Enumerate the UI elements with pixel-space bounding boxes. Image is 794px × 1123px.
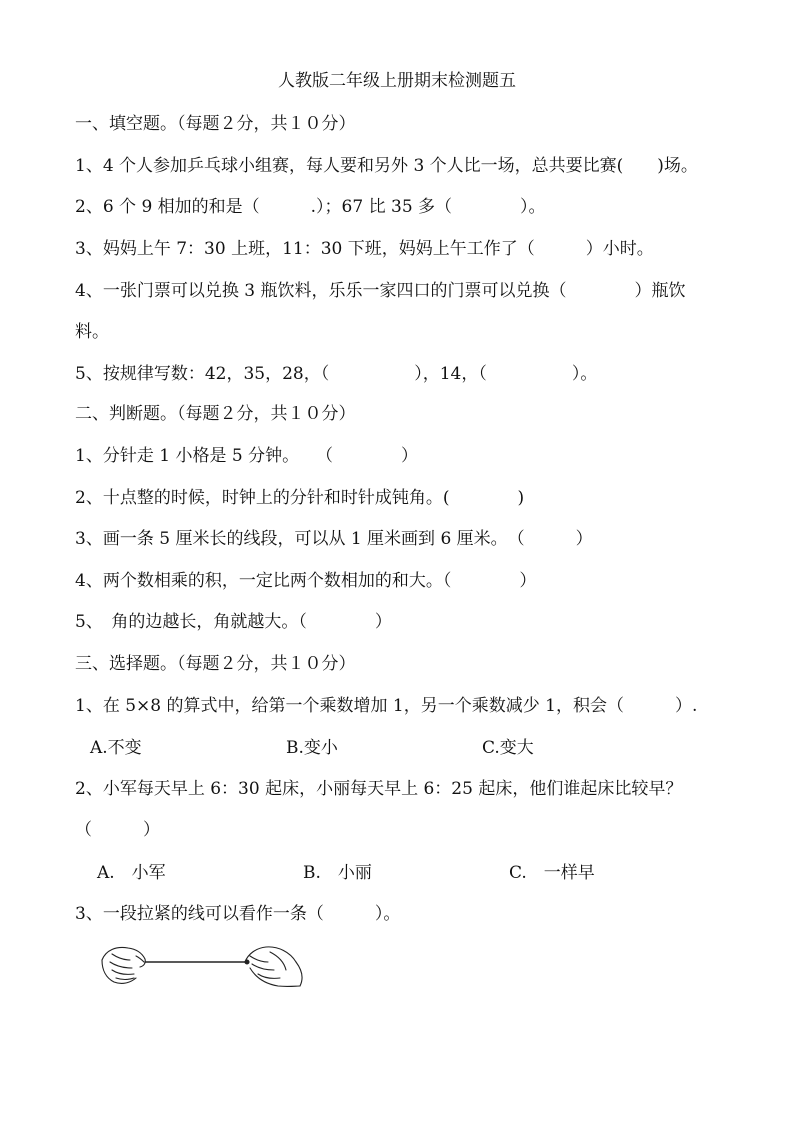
section1-heading: 一、填空题。（每题２分，共１０分） [75, 114, 356, 134]
section1-question-2: 2、6 个 9 相加的和是（ .）；67 比 35 多（ ）。 [75, 197, 546, 217]
section3-question-1: 1、在 5×8 的算式中，给第一个乘数增加 1，另一个乘数减少 1，积会（ ）. [75, 696, 698, 716]
section2-question-1: 1、分针走 1 小格是 5 分钟。 （ ） [75, 446, 419, 466]
section1-question-4-cont: 料。 [75, 322, 109, 342]
section3-heading: 三、选择题。（每题２分，共１０分） [75, 654, 356, 674]
section3-q1-option-a: A.不变 [90, 738, 142, 758]
section3-q2-option-c: C. 一样早 [509, 863, 595, 883]
hands-holding-string-illustration [100, 938, 305, 990]
section2-question-3: 3、画一条 5 厘米长的线段，可以从 1 厘米画到 6 厘米。 （ ） [75, 529, 593, 549]
section2-question-2: 2、十点整的时候，时钟上的分针和时针成钝角。( ) [75, 488, 525, 508]
section2-question-4: 4、两个数相乘的积，一定比两个数相加的和大。（ ） [75, 571, 537, 591]
section1-question-4: 4、一张门票可以兑换 3 瓶饮料，乐乐一家四口的门票可以兑换（ ）瓶饮 [75, 281, 686, 301]
section1-question-3: 3、妈妈上午 7：30 上班，11：30 下班，妈妈上午工作了（ ）小时。 [75, 239, 654, 259]
section3-q1-option-c: C.变大 [482, 738, 534, 758]
section3-q1-option-b: B.变小 [286, 738, 338, 758]
section1-question-1: 1、4 个人参加乒乓球小组赛，每人要和另外 3 个人比一场，总共要比赛( )场。 [75, 156, 698, 176]
section2-question-5: 5、 角的边越长，角就越大。（ ） [75, 612, 392, 632]
section1-question-5: 5、按规律写数：42，35，28，（ ），14，（ ）。 [75, 364, 598, 384]
section2-heading: 二、判断题。（每题２分，共１０分） [75, 404, 356, 424]
section3-q2-option-a: A. 小军 [97, 863, 166, 883]
section3-question-2: 2、小军每天早上 6：30 起床，小丽每天早上 6：25 起床，他们谁起床比较早？ [75, 779, 683, 799]
section3-q2-option-b: B. 小丽 [303, 863, 372, 883]
section3-question-3: 3、一段拉紧的线可以看作一条（ ）。 [75, 904, 401, 924]
page-title: 人教版二年级上册期末检测题五 [278, 71, 516, 91]
section3-question-2-cont: （ ） [75, 820, 160, 840]
